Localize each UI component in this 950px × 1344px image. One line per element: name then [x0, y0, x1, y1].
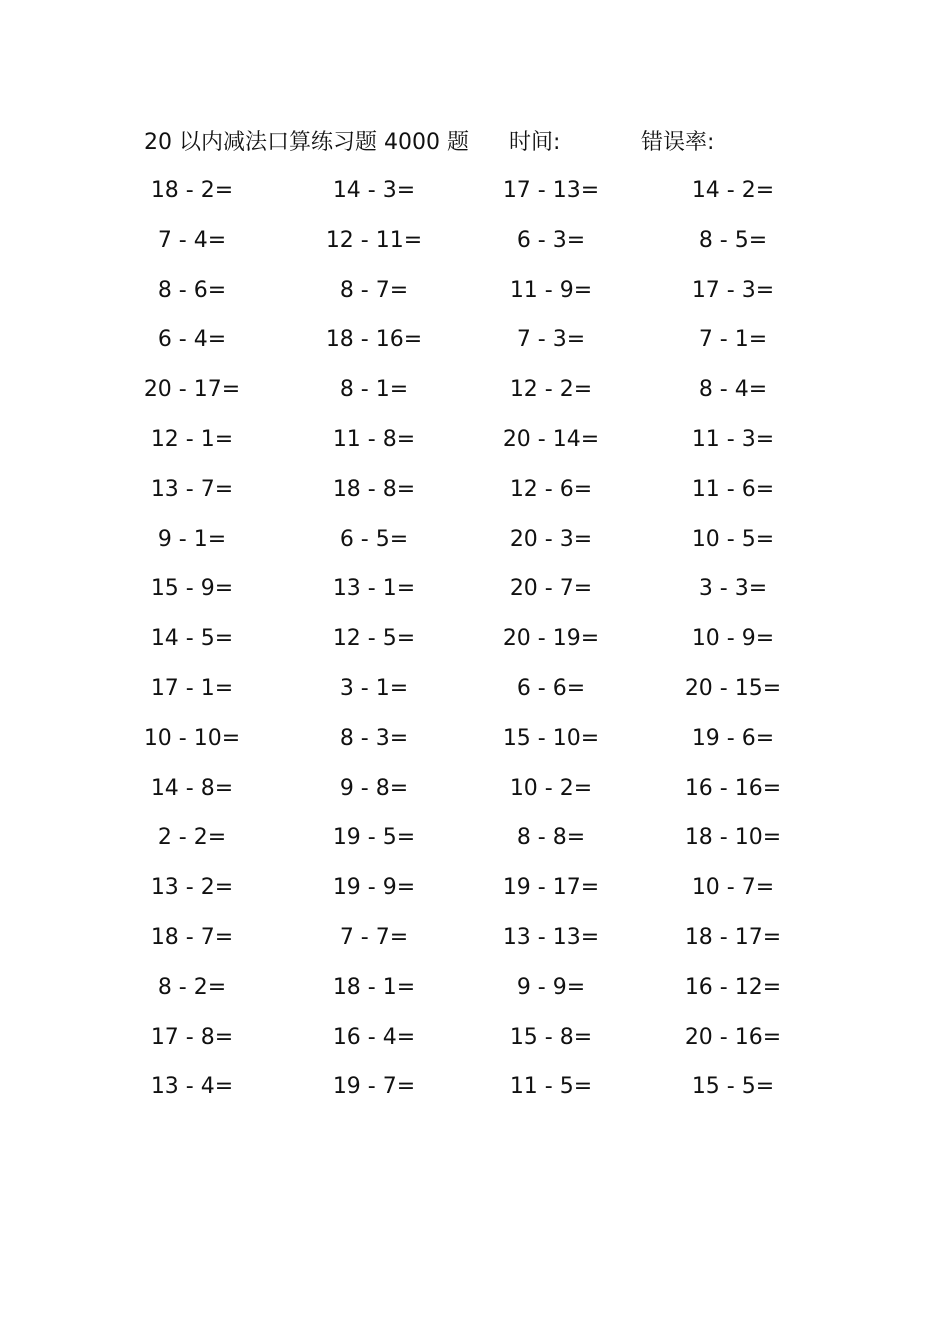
problem-cell: 15 - 5=	[691, 1074, 775, 1099]
problem-cell: 20 - 17=	[143, 377, 241, 402]
problem-row	[0, 722, 950, 756]
error-rate-label: 错误率:	[641, 130, 715, 155]
problem-cell: 14 - 2=	[691, 178, 775, 203]
problem-cell: 8 - 5=	[698, 228, 768, 253]
problem-cell: 14 - 8=	[150, 776, 234, 801]
problem-cell: 14 - 3=	[332, 178, 416, 203]
problem-cell: 10 - 10=	[143, 726, 241, 751]
problem-cell: 16 - 16=	[684, 776, 782, 801]
problem-cell: 12 - 5=	[332, 626, 416, 651]
problem-row	[0, 1021, 950, 1055]
problem-row	[0, 523, 950, 557]
problem-row	[0, 473, 950, 507]
problem-cell: 7 - 7=	[339, 925, 409, 950]
problem-cell: 10 - 5=	[691, 527, 775, 552]
problem-cell: 16 - 12=	[684, 975, 782, 1000]
problem-cell: 15 - 8=	[509, 1025, 593, 1050]
problem-cell: 12 - 11=	[325, 228, 423, 253]
worksheet-title: 20 以内减法口算练习题 4000 题	[144, 130, 469, 155]
problem-cell: 9 - 8=	[339, 776, 409, 801]
problem-cell: 18 - 8=	[332, 477, 416, 502]
problem-cell: 20 - 14=	[502, 427, 600, 452]
worksheet-header	[0, 126, 950, 160]
problem-cell: 8 - 7=	[339, 278, 409, 303]
problem-cell: 19 - 7=	[332, 1074, 416, 1099]
problem-cell: 19 - 5=	[332, 825, 416, 850]
problem-cell: 20 - 3=	[509, 527, 593, 552]
problem-cell: 13 - 1=	[332, 576, 416, 601]
problem-cell: 3 - 1=	[339, 676, 409, 701]
problem-cell: 8 - 8=	[516, 825, 586, 850]
problem-row	[0, 921, 950, 955]
problem-cell: 14 - 5=	[150, 626, 234, 651]
problem-cell: 13 - 4=	[150, 1074, 234, 1099]
problem-cell: 13 - 13=	[502, 925, 600, 950]
problem-row	[0, 323, 950, 357]
problem-row	[0, 274, 950, 308]
problem-cell: 18 - 16=	[325, 327, 423, 352]
problem-row	[0, 174, 950, 208]
problem-cell: 11 - 6=	[691, 477, 775, 502]
problem-row	[0, 622, 950, 656]
problem-cell: 19 - 9=	[332, 875, 416, 900]
problem-cell: 20 - 16=	[684, 1025, 782, 1050]
problem-cell: 13 - 7=	[150, 477, 234, 502]
problem-row	[0, 971, 950, 1005]
problem-row	[0, 423, 950, 457]
problem-cell: 18 - 7=	[150, 925, 234, 950]
problem-cell: 8 - 4=	[698, 377, 768, 402]
problem-cell: 20 - 15=	[684, 676, 782, 701]
problem-row	[0, 672, 950, 706]
problem-cell: 12 - 2=	[509, 377, 593, 402]
problem-cell: 6 - 4=	[157, 327, 227, 352]
problem-row	[0, 772, 950, 806]
problem-cell: 20 - 19=	[502, 626, 600, 651]
problem-cell: 2 - 2=	[157, 825, 227, 850]
problem-cell: 18 - 2=	[150, 178, 234, 203]
problem-cell: 17 - 8=	[150, 1025, 234, 1050]
problem-cell: 18 - 1=	[332, 975, 416, 1000]
problem-cell: 18 - 17=	[684, 925, 782, 950]
problem-cell: 11 - 9=	[509, 278, 593, 303]
problem-cell: 12 - 1=	[150, 427, 234, 452]
problem-cell: 10 - 2=	[509, 776, 593, 801]
problem-cell: 6 - 5=	[339, 527, 409, 552]
problem-cell: 10 - 9=	[691, 626, 775, 651]
problem-cell: 19 - 6=	[691, 726, 775, 751]
problem-cell: 19 - 17=	[502, 875, 600, 900]
problem-cell: 7 - 4=	[157, 228, 227, 253]
problem-row	[0, 572, 950, 606]
problem-cell: 3 - 3=	[698, 576, 768, 601]
problem-cell: 17 - 1=	[150, 676, 234, 701]
problem-cell: 20 - 7=	[509, 576, 593, 601]
problem-cell: 11 - 3=	[691, 427, 775, 452]
problem-row	[0, 821, 950, 855]
problem-cell: 13 - 2=	[150, 875, 234, 900]
problem-cell: 12 - 6=	[509, 477, 593, 502]
time-label: 时间:	[509, 130, 561, 155]
problem-cell: 17 - 13=	[502, 178, 600, 203]
problem-cell: 10 - 7=	[691, 875, 775, 900]
problem-cell: 11 - 5=	[509, 1074, 593, 1099]
problem-row	[0, 871, 950, 905]
problem-cell: 8 - 6=	[157, 278, 227, 303]
problem-cell: 7 - 3=	[516, 327, 586, 352]
problem-row	[0, 224, 950, 258]
problem-row	[0, 373, 950, 407]
problem-cell: 8 - 1=	[339, 377, 409, 402]
problem-cell: 8 - 3=	[339, 726, 409, 751]
problem-cell: 6 - 3=	[516, 228, 586, 253]
problem-cell: 16 - 4=	[332, 1025, 416, 1050]
problem-cell: 6 - 6=	[516, 676, 586, 701]
problem-cell: 8 - 2=	[157, 975, 227, 1000]
problem-cell: 9 - 9=	[516, 975, 586, 1000]
problem-cell: 15 - 9=	[150, 576, 234, 601]
problem-cell: 18 - 10=	[684, 825, 782, 850]
problem-cell: 11 - 8=	[332, 427, 416, 452]
problem-cell: 15 - 10=	[502, 726, 600, 751]
problem-cell: 7 - 1=	[698, 327, 768, 352]
problem-cell: 17 - 3=	[691, 278, 775, 303]
problem-row	[0, 1070, 950, 1104]
problem-cell: 9 - 1=	[157, 527, 227, 552]
